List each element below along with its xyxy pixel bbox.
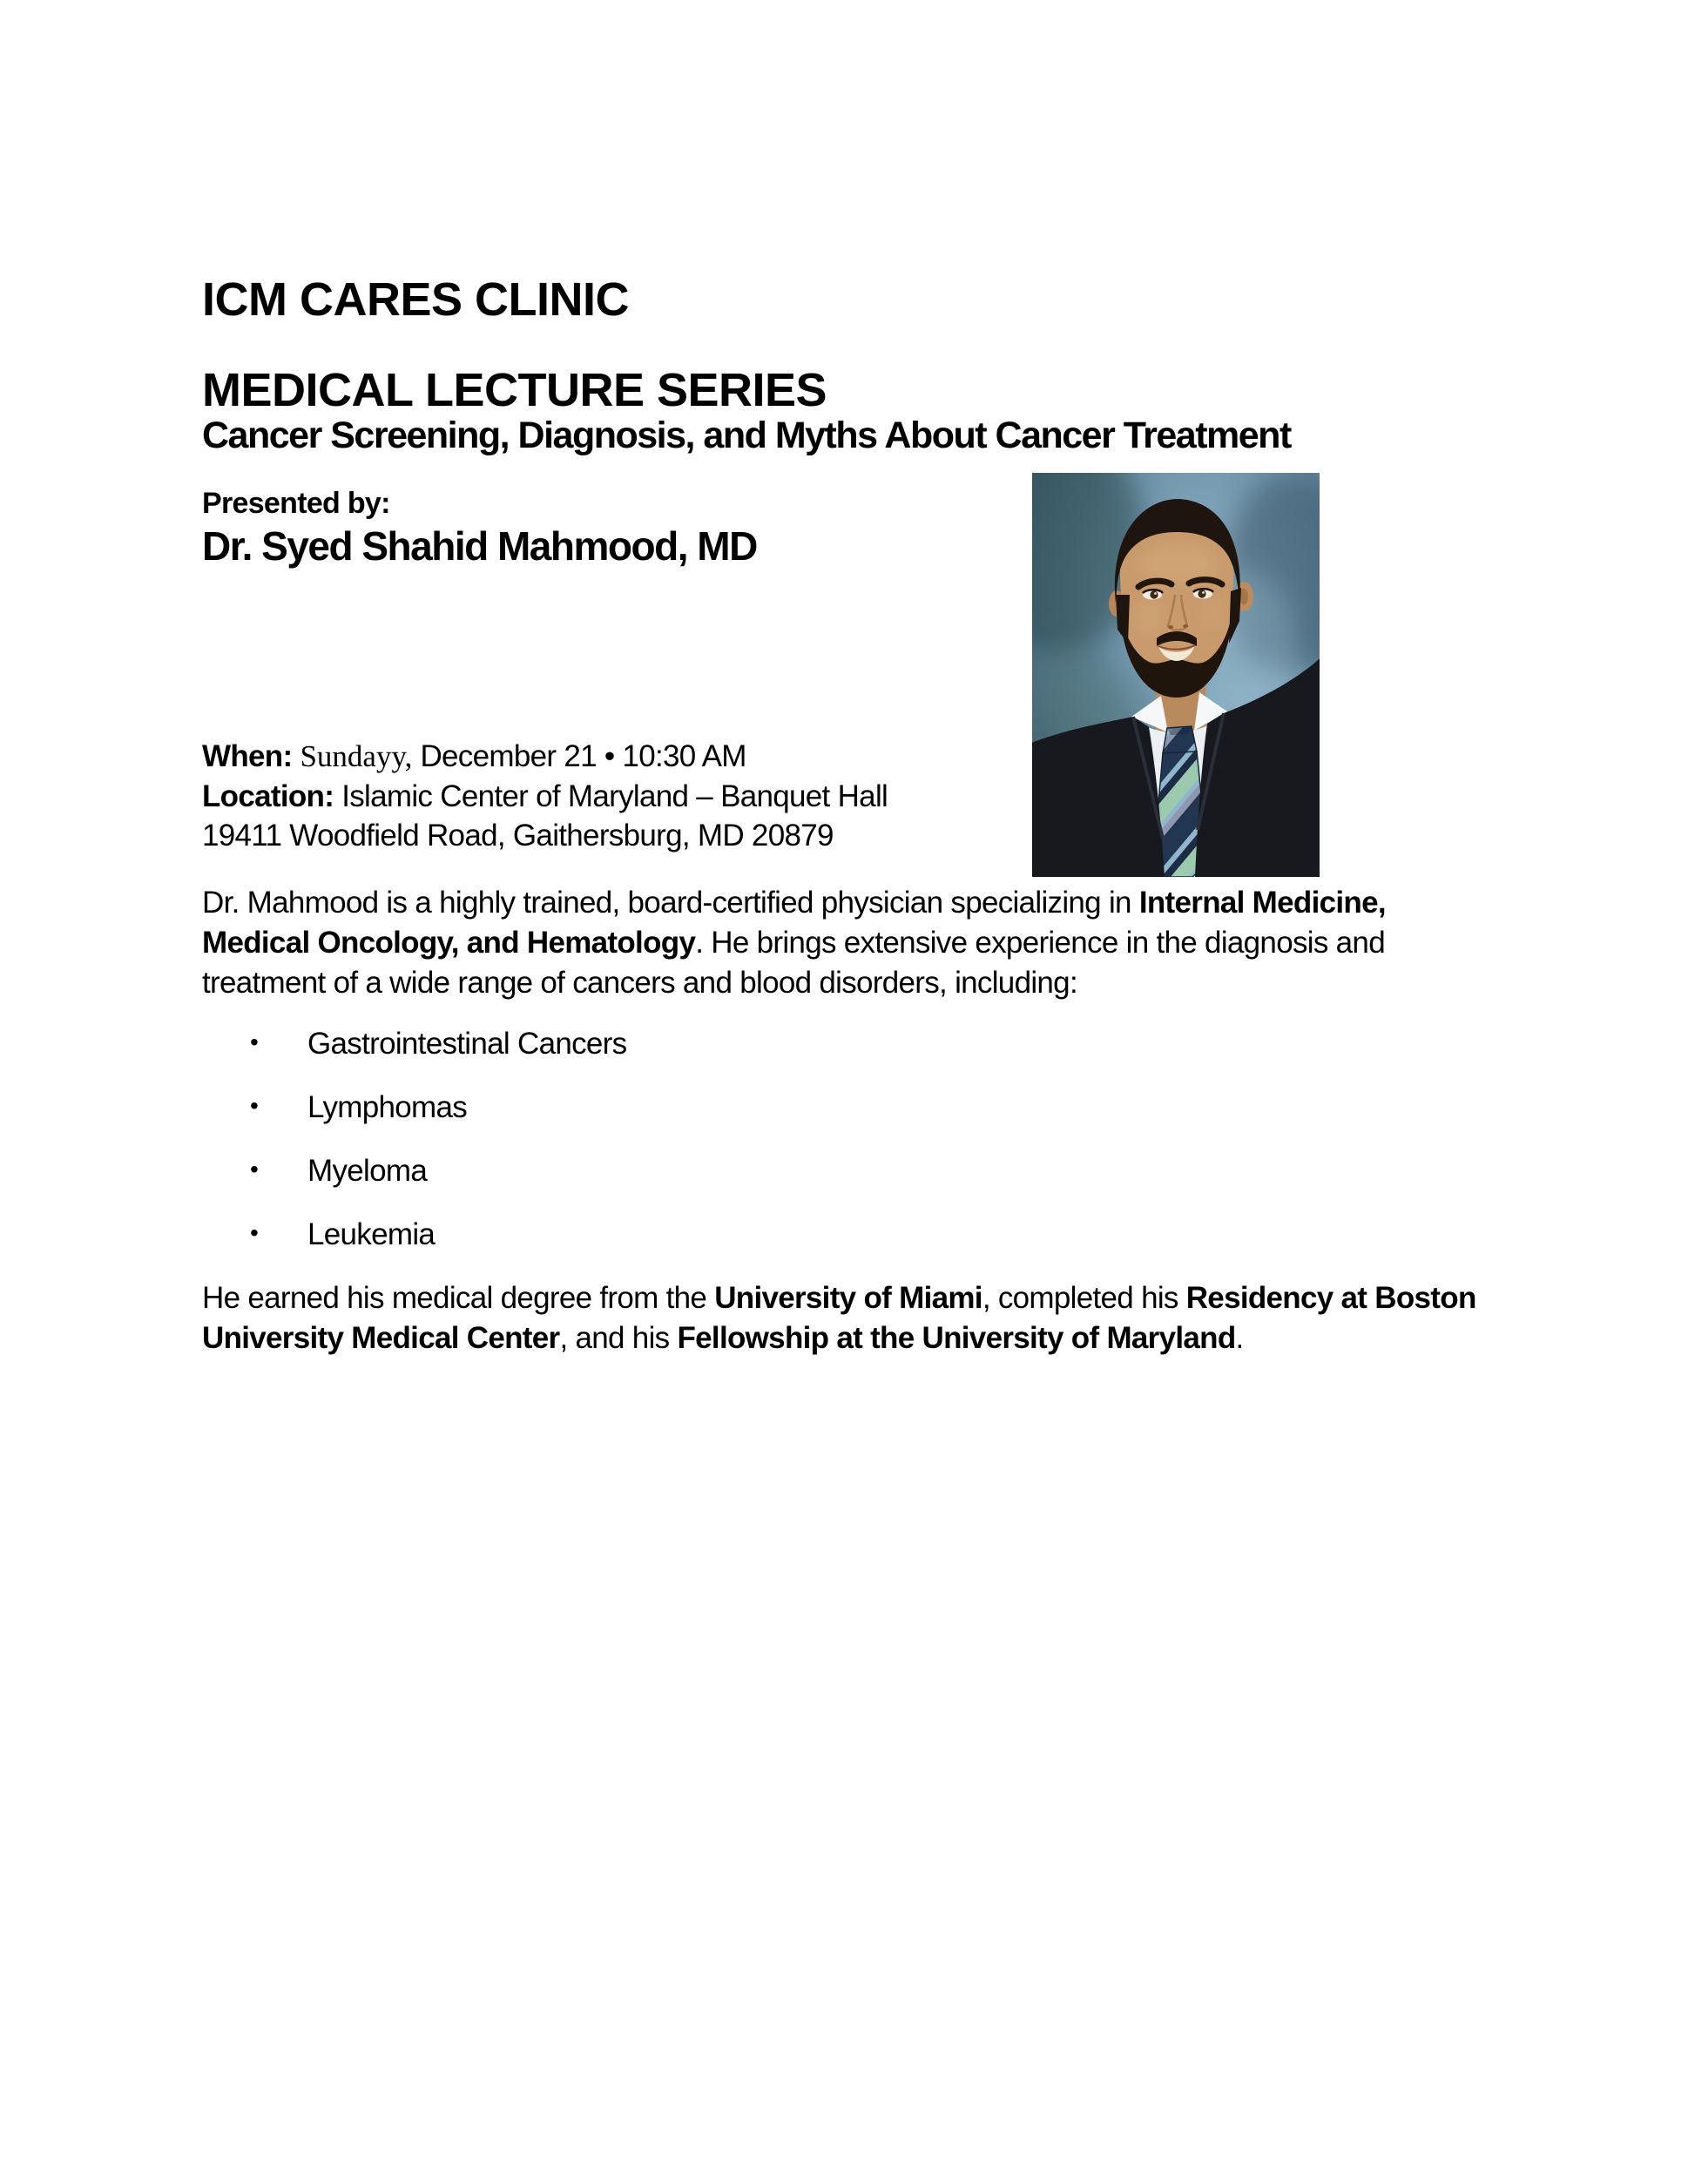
title-line1: ICM CARES CLINIC [202, 273, 629, 326]
education-paragraph [202, 1278, 1665, 1358]
bio-text: . He brings extensive experience in the diagnosis and [695, 926, 1385, 960]
specialty-list [202, 1024, 626, 1278]
bio-paragraph [202, 883, 1665, 1003]
event-when [202, 737, 888, 777]
bio-specialty-bold: Internal Medicine, [1138, 886, 1386, 920]
location-label: Location: [202, 779, 342, 813]
list-item [202, 1088, 626, 1128]
event-details [202, 737, 888, 856]
when-rest: December 21 • 10:30 AM [412, 739, 746, 773]
when-label: When: [202, 739, 300, 773]
bio-specialty-bold: Medical Oncology, and Hematology [202, 926, 696, 960]
list-item-label: Leukemia [307, 1217, 436, 1251]
bullet-icon: • [250, 1156, 259, 1183]
lecture-subtitle: Cancer Screening, Diagnosis, and Myths About Cancer Treatment [202, 415, 1291, 456]
bullet-icon: • [250, 1028, 259, 1055]
presenter-photo-graphic [1032, 473, 1320, 877]
event-address: 19411 Woodfield Road, Gaithersburg, MD 20879 [202, 819, 834, 853]
list-item-label: Lymphomas [307, 1090, 468, 1124]
list-item-label: Gastrointestinal Cancers [307, 1027, 627, 1061]
list-item-label: Myeloma [307, 1154, 428, 1188]
education-bold: Residency at Boston [1185, 1281, 1476, 1315]
bio-text: Dr. Mahmood is a highly trained, board-certified physician specializing in [202, 886, 1139, 920]
bio-text: treatment of a wide range of cancers and blood disorders, including: [202, 966, 1077, 1000]
list-item [202, 1215, 626, 1255]
education-text: He earned his medical degree from the [202, 1281, 715, 1315]
education-text: . [1235, 1321, 1244, 1355]
when-day: Sundayy, [300, 739, 413, 773]
location-value: Islamic Center of Maryland – Banquet Hall [341, 779, 888, 813]
education-bold: University of Miami [714, 1281, 982, 1315]
presented-by-label: Presented by: [202, 487, 390, 520]
event-location [202, 777, 888, 817]
list-item [202, 1024, 626, 1064]
education-bold: University Medical Center [202, 1321, 560, 1355]
title-line2: MEDICAL LECTURE SERIES [202, 364, 827, 416]
bullet-icon: • [250, 1092, 259, 1119]
presenter-photo [1032, 473, 1320, 877]
bullet-icon: • [250, 1219, 259, 1246]
list-item [202, 1151, 626, 1191]
education-text: , and his [559, 1321, 678, 1355]
education-bold: Fellowship at the University of Maryland [677, 1321, 1236, 1355]
presenter-name: Dr. Syed Shahid Mahmood, MD [202, 523, 757, 569]
page-title [202, 254, 827, 435]
education-text: , completed his [982, 1281, 1186, 1315]
